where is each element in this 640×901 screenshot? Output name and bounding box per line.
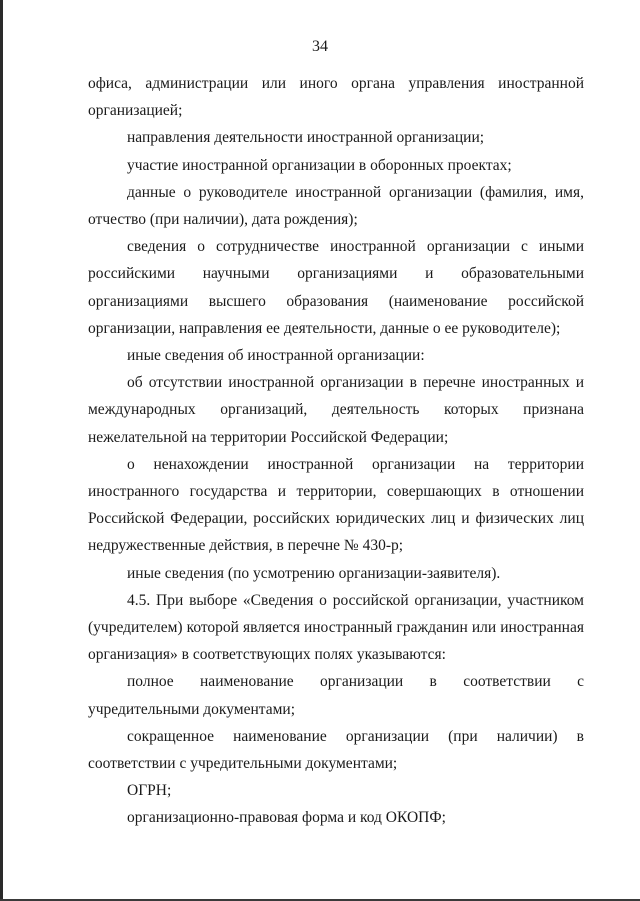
paragraph: об отсутствии иностранной организации в перечне иностранных и международных организаций, деятельность которых признана нежелательной на территории Российской Федерации; xyxy=(88,374,584,446)
paragraph: сокращенное наименование организации (при наличии) в соответствии с учредительными документами; xyxy=(88,727,584,773)
paragraph: данные о руководителе иностранной организации (фамилия, имя, отчество (при наличии), дата рождения); xyxy=(88,183,584,229)
paragraph: полное наименование организации в соответствии с учредительными документами; xyxy=(88,673,584,718)
paragraph: 4.5. При выборе «Сведения о российской организации, участником (учредителем) которой является иностранный гражданин или иностранная организация» в соответствующих полях указываются: xyxy=(88,591,584,664)
paragraph: иные сведения об иностранной организации: xyxy=(127,347,425,365)
paragraph: участие иностранной организации в оборонных проектах; xyxy=(127,156,512,174)
page-number: 34 xyxy=(312,38,328,55)
paragraph: о ненахождении иностранной организации на территории иностранного государства и территории, совершающих в отношении Российской Федерации, российских юридических лиц и физических лиц недружественные действия, в перечне № 430-р; xyxy=(88,455,584,555)
paragraph: направления деятельности иностранной организации; xyxy=(127,129,485,147)
paragraph: иные сведения (по усмотрению организации-заявителя). xyxy=(127,564,501,582)
scan-left-edge xyxy=(0,0,3,901)
paragraph: организационно-правовая форма и код ОКОПФ; xyxy=(127,809,446,827)
paragraph: сведения о сотрудничестве иностранной организации с иными российскими научными организациями и образовательными организациями высшего образования (наименование российской организации, направления ее деятельности, данные о ее руководителе); xyxy=(88,238,584,337)
paragraph: офиса, администрации или иного органа управления иностранной организацией; xyxy=(88,75,584,120)
document-body xyxy=(88,70,584,832)
paragraph: ОГРН; xyxy=(127,782,172,800)
